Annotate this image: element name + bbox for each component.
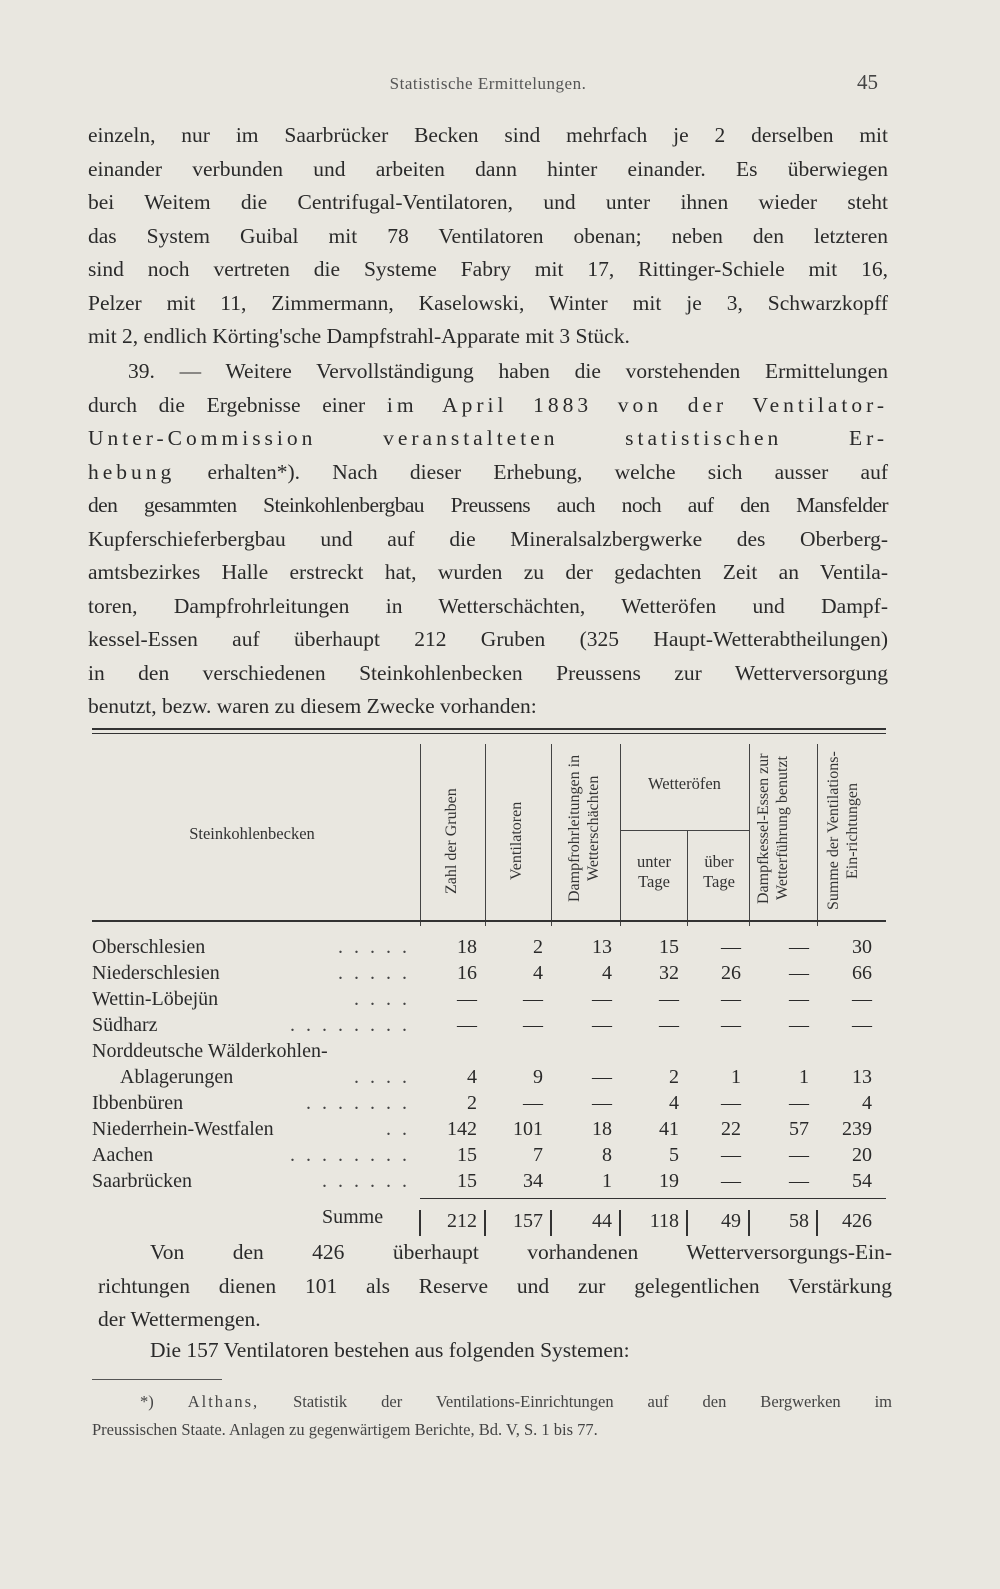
- table-cell: —: [721, 1014, 741, 1036]
- table-cell: 9: [533, 1066, 543, 1088]
- sum-rule: [420, 1198, 886, 1199]
- text-line: toren, Dampfrohrleitungen in Wetterschächten, Wetteröfen und Dampf-: [88, 593, 888, 618]
- table-cell: 16: [457, 962, 477, 984]
- column-divider: [485, 744, 486, 926]
- text-line: Von den 426 überhaupt vorhandenen Wetterversorgungs-Ein-: [150, 1240, 892, 1264]
- table-cell: 15: [457, 1170, 477, 1192]
- header-total: Summe der Ventilations-Ein-richtungen: [825, 751, 861, 911]
- leader-dots: . . . .: [354, 1066, 410, 1088]
- paragraph-1: [88, 119, 888, 354]
- sum-cell: 58: [789, 1210, 809, 1232]
- table-row: [92, 936, 886, 962]
- table-cell: 2: [467, 1092, 477, 1114]
- table-cell: —: [523, 988, 543, 1010]
- text-line: [88, 456, 888, 490]
- leader-dots: . . . . . .: [322, 1170, 410, 1192]
- table-cell: 57: [789, 1118, 809, 1140]
- spaced-text: hebung: [88, 459, 176, 484]
- column-divider: [620, 744, 621, 926]
- table-cell: 101: [513, 1118, 543, 1140]
- sum-row: [92, 1206, 886, 1240]
- table-cell: 8: [602, 1144, 612, 1166]
- table-cell: 4: [669, 1092, 679, 1114]
- paragraph-4: [150, 1334, 890, 1368]
- text-line: den gesammten Steinkohlenbergbau Preussens auch noch auf den Mansfelder: [88, 493, 888, 517]
- text-line: bei Weitem die Centrifugal-Ventilatoren, und unter ihnen wieder steht: [88, 190, 888, 214]
- header-steam-pipes: Dampfrohrleitungen in Wetterschächten: [566, 754, 602, 903]
- text-line: Die 157 Ventilatoren bestehen aus folgenden Systemen:: [150, 1338, 630, 1362]
- table-top-rule: [92, 728, 886, 730]
- table-cell: 32: [659, 962, 679, 984]
- sum-separator: [619, 1210, 621, 1236]
- footnote-marker: *): [140, 1392, 154, 1411]
- footnote-line: Preussischen Staate. Anlagen zu gegenwärtigem Berichte, Bd. V, S. 1 bis 77.: [92, 1420, 598, 1439]
- sum-cell: 49: [721, 1210, 741, 1232]
- text-line: Pelzer mit 11, Zimmermann, Kaselowski, Winter mit je 3, Schwarzkopff: [88, 290, 888, 315]
- row-label: Wettin-Löbejün: [92, 988, 219, 1010]
- header-bottom-rule: [92, 920, 886, 922]
- table-cell: 66: [852, 962, 872, 984]
- table-cell: 22: [721, 1118, 741, 1140]
- table-cell: 1: [799, 1066, 809, 1088]
- table-cell: —: [721, 1144, 741, 1166]
- table-cell: 142: [447, 1118, 477, 1140]
- table-cell: —: [592, 1092, 612, 1114]
- page-number: 45: [857, 70, 878, 94]
- text-line: das System Guibal mit 78 Ventilatoren obenan; neben den letzteren: [88, 223, 888, 248]
- row-label: Niederschlesien: [92, 962, 220, 984]
- table-cell: 2: [669, 1066, 679, 1088]
- table-row: [92, 1118, 886, 1144]
- footnote-author: Althans,: [187, 1392, 260, 1411]
- table-cell: 34: [523, 1170, 543, 1192]
- table-cell: 15: [457, 1144, 477, 1166]
- text-line: kessel-Essen auf überhaupt 212 Gruben (325 Haupt-Wetterabtheilungen): [88, 627, 888, 651]
- row-label: Norddeutsche Wälderkohlen-: [92, 1040, 328, 1062]
- sum-cell: 426: [842, 1210, 872, 1232]
- table-cell: 13: [592, 936, 612, 958]
- table-cell: —: [721, 1170, 741, 1192]
- table-cell: 1: [731, 1066, 741, 1088]
- table-cell: 239: [842, 1118, 872, 1140]
- table-cell: 26: [721, 962, 741, 984]
- table-cell: 54: [852, 1170, 872, 1192]
- column-divider: [687, 830, 688, 926]
- sum-cell: 212: [447, 1210, 477, 1232]
- footnote-text: Statistik der Ventilations-Einrichtungen auf den Bergwerken im: [293, 1392, 892, 1411]
- sum-cell: 157: [513, 1210, 543, 1232]
- text-line: in den verschiedenen Steinkohlenbecken Preussens zur Wetterversorgung: [88, 660, 888, 685]
- header-above-ground: über Tage: [703, 852, 735, 891]
- table-cell: —: [789, 1014, 809, 1036]
- spaced-text-line: Unter-Commission veranstalteten statistischen Er-: [88, 426, 888, 450]
- column-divider: [817, 744, 818, 926]
- table-cell: —: [457, 1014, 477, 1036]
- table-cell: 18: [457, 936, 477, 958]
- running-title: Statistische Ermittelungen.: [389, 74, 587, 93]
- text-span: — Weitere Vervollständigung haben die vorstehenden Ermittelungen: [179, 359, 889, 383]
- text-span: erhalten*). Nach dieser Erhebung, welche sich ausser auf: [207, 459, 889, 484]
- header-boiler-stacks: Dampfkessel-Essen zur Wetterführung benutzt: [755, 753, 791, 904]
- table-cell: —: [789, 988, 809, 1010]
- table-header: [92, 744, 886, 922]
- table-cell: 41: [659, 1118, 679, 1140]
- row-label: Saarbrücken: [92, 1170, 192, 1192]
- leader-dots: . . . . . . . .: [290, 1014, 410, 1036]
- text-line: richtungen dienen 101 als Reserve und zur gelegentlichen Verstärkung: [98, 1273, 892, 1298]
- table-top-rule: [92, 733, 886, 734]
- sum-cell: 44: [592, 1210, 612, 1232]
- text-line: amtsbezirkes Halle erstreckt hat, wurden zu der gedachten Zeit an Ventila-: [88, 560, 888, 584]
- sum-separator: [484, 1210, 486, 1236]
- table-row: [92, 1092, 886, 1118]
- row-label: Oberschlesien: [92, 936, 206, 958]
- table-cell: —: [457, 988, 477, 1010]
- footnote-line: [92, 1388, 892, 1416]
- text-span: durch die Ergebnisse einer: [88, 392, 366, 417]
- table-cell: —: [721, 936, 741, 958]
- table-cell: 4: [862, 1092, 872, 1114]
- table-cell: —: [852, 1014, 872, 1036]
- sum-separator: [748, 1210, 750, 1236]
- column-divider: [551, 744, 552, 926]
- table-cell: 30: [852, 936, 872, 958]
- header-under-ground: unter Tage: [637, 852, 671, 891]
- table-cell: —: [592, 988, 612, 1010]
- header-furnaces: Wetteröfen: [648, 774, 721, 793]
- table-row: [92, 988, 886, 1014]
- table-cell: —: [659, 988, 679, 1010]
- sum-separator: [419, 1210, 421, 1236]
- leader-dots: . . . . .: [338, 962, 410, 984]
- paragraph-2: [88, 355, 888, 724]
- paragraph-3: [98, 1236, 892, 1337]
- header-pits: Zahl der Gruben: [443, 788, 460, 894]
- table-cell: 19: [659, 1170, 679, 1192]
- table-cell: —: [523, 1092, 543, 1114]
- table-cell: 4: [602, 962, 612, 984]
- text-line: einander verbunden und arbeiten dann hinter einander. Es überwiegen: [88, 156, 888, 181]
- table-cell: —: [789, 1144, 809, 1166]
- sum-separator: [816, 1210, 818, 1236]
- table-cell: —: [523, 1014, 543, 1036]
- text-line: der Wettermengen.: [98, 1307, 261, 1331]
- table-cell: 7: [533, 1144, 543, 1166]
- table-cell: 20: [852, 1144, 872, 1166]
- sum-cell: 118: [649, 1210, 679, 1232]
- table-cell: —: [789, 1170, 809, 1192]
- leader-dots: . .: [386, 1118, 410, 1140]
- table-row: [92, 1014, 886, 1040]
- text-line: sind noch vertreten die Systeme Fabry mit 17, Rittinger-Schiele mit 16,: [88, 257, 888, 281]
- row-label: Aachen: [92, 1144, 154, 1166]
- section-number: 39.: [128, 359, 155, 383]
- table-row: [92, 1170, 886, 1196]
- row-label: Ablagerungen: [120, 1066, 234, 1088]
- table-cell: —: [592, 1066, 612, 1088]
- wetteroefen-divider: [620, 830, 749, 831]
- text-line: [88, 355, 888, 389]
- table-cell: 13: [852, 1066, 872, 1088]
- table-cell: 4: [533, 962, 543, 984]
- table-row: [92, 1040, 886, 1066]
- table-row: [92, 962, 886, 988]
- table-cell: —: [789, 962, 809, 984]
- row-label: Niederrhein-Westfalen: [92, 1118, 274, 1140]
- column-divider: [749, 744, 750, 926]
- row-label: Südharz: [92, 1014, 158, 1036]
- header-basin: Steinkohlenbecken: [189, 824, 315, 843]
- table-cell: —: [592, 1014, 612, 1036]
- leader-dots: . . . . . . .: [306, 1092, 410, 1114]
- leader-dots: . . . . . . . .: [290, 1144, 410, 1166]
- table-cell: —: [789, 1092, 809, 1114]
- table-cell: 1: [602, 1170, 612, 1192]
- table-cell: 4: [467, 1066, 477, 1088]
- footnote: [92, 1388, 892, 1444]
- leader-dots: . . . . .: [338, 936, 410, 958]
- sum-label: Summe: [322, 1206, 384, 1228]
- text-line: [88, 389, 888, 423]
- table-cell: —: [852, 988, 872, 1010]
- table-cell: 18: [592, 1118, 612, 1140]
- footnote-rule: [92, 1379, 222, 1380]
- column-divider: [420, 744, 421, 926]
- table-cell: —: [721, 988, 741, 1010]
- text-line: benutzt, bezw. waren zu diesem Zwecke vorhanden:: [88, 694, 537, 718]
- text-line: mit 2, endlich Körting'sche Dampfstrahl-Apparate mit 3 Stück.: [88, 324, 630, 348]
- text-line: einzeln, nur im Saarbrücker Becken sind mehrfach je 2 derselben mit: [88, 123, 888, 147]
- table-cell: 15: [659, 936, 679, 958]
- spaced-text: im April 1883 von der Ventilator-: [386, 392, 888, 417]
- table-row: [92, 1066, 886, 1092]
- table-cell: 2: [533, 936, 543, 958]
- running-header: [88, 70, 888, 104]
- table-row: [92, 1144, 886, 1170]
- table-cell: 5: [669, 1144, 679, 1166]
- sum-separator: [686, 1210, 688, 1236]
- table-cell: —: [659, 1014, 679, 1036]
- sum-separator: [550, 1210, 552, 1236]
- row-label: Ibbenbüren: [92, 1092, 184, 1114]
- table-cell: —: [721, 1092, 741, 1114]
- table-cell: —: [789, 936, 809, 958]
- text-line: Kupferschieferbergbau und auf die Mineralsalzbergwerke des Oberberg-: [88, 526, 888, 551]
- leader-dots: . . . .: [354, 988, 410, 1010]
- header-ventilators: Ventilatoren: [508, 801, 525, 881]
